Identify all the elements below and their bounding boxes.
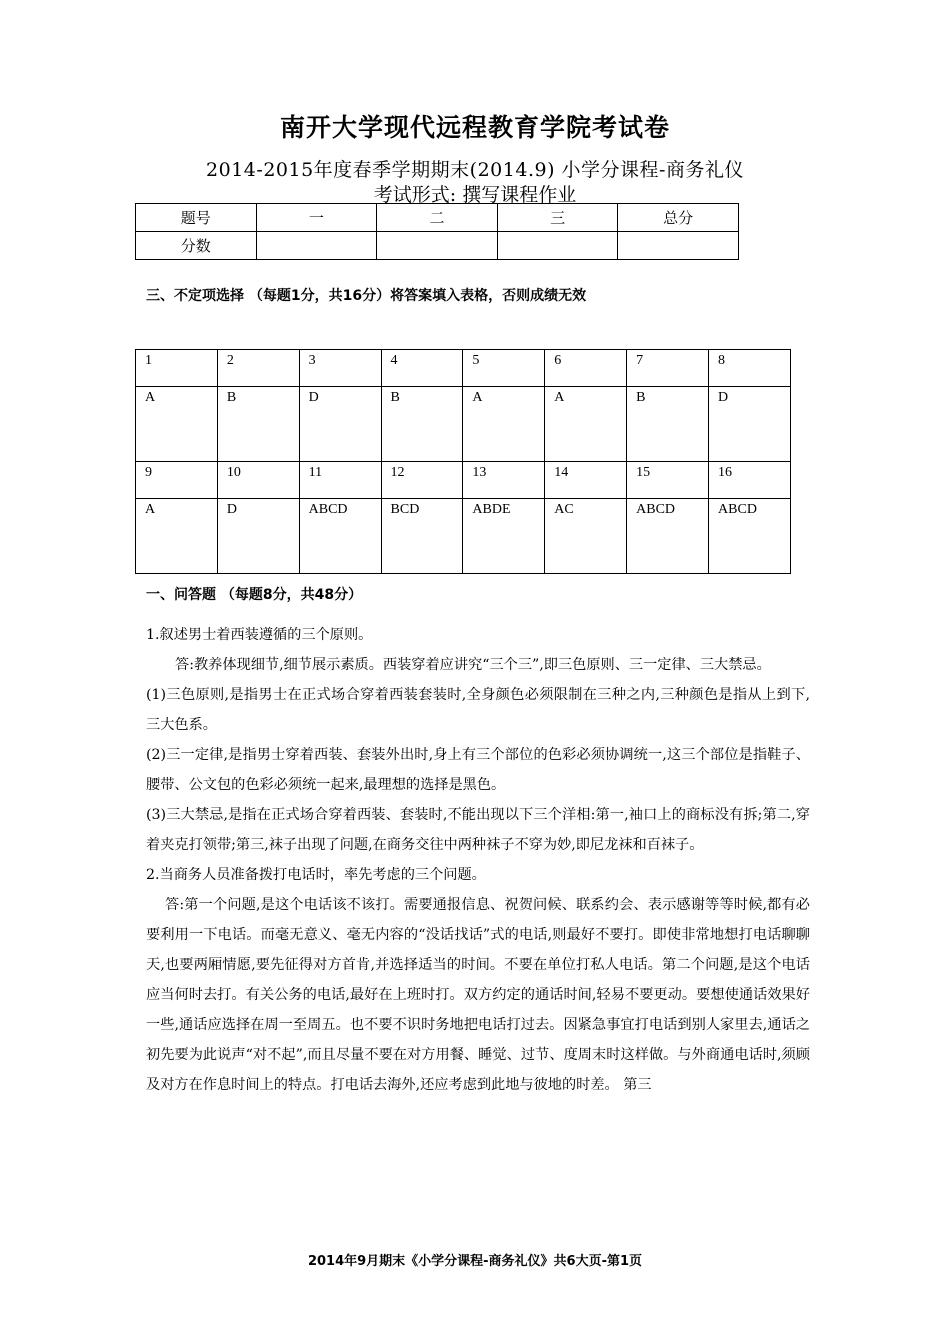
- answer-cell: D: [709, 387, 791, 462]
- score-header-cell: 二: [377, 204, 498, 232]
- question-number: 9: [136, 462, 218, 499]
- answer-row: [136, 499, 791, 574]
- exam-subtitle: 2014-2015年度春季学期期末(2014.9) 小学分课程-商务礼仪: [206, 159, 744, 181]
- exam-format: 考试形式: 撰写课程作业: [373, 184, 577, 206]
- answer-text: 答:第一个问题,是这个电话该不该打。需要通报信息、祝贺问候、联系约会、表示感谢等等时候,都有必要利用一下电话。而毫无意义、毫无内容的“没话找话”式的电话,则最好不要打。即使非常地想打电话聊聊天,也要两厢情愿,要先征得对方首肯,并选择适当的时间。不要在单位打私人电话。第二个问题,是这个电话应当何时去打。有关公务的电话,最好在上班时打。双方约定的通话时间,轻易不要更动。要想使通话效果好一些,通话应选择在周一至周五。也不要不识时务地把电话打过去。因紧急事宜打电话到别人家里去,通话之初先要为此说声“对不起”,而且尽量不要在对方用餐、睡觉、过节、度周末时这样做。与外商通电话时,须顾及对方在作息时间上的特点。打电话去海外,还应考虑到此地与彼地的时差。 第三: [146, 897, 810, 1093]
- answer-cell: B: [217, 387, 299, 462]
- answer-text: 答:教养体现细节,细节展示素质。西装穿着应讲究“三个三”,即三色原则、三一定律、三大禁忌。: [175, 657, 771, 673]
- score-cell: [618, 232, 739, 260]
- answer-cell: D: [299, 387, 381, 462]
- answer-cell: BCD: [381, 499, 463, 574]
- question-text: 1.叙述男士着西装遵循的三个原则。: [146, 627, 373, 643]
- answer-cell: D: [217, 499, 299, 574]
- answer-cell: A: [545, 387, 627, 462]
- answer-cell: B: [381, 387, 463, 462]
- question-number: 5: [463, 350, 545, 387]
- question-number: 14: [545, 462, 627, 499]
- answer-cell: ABCD: [299, 499, 381, 574]
- exam-title: 南开大学现代远程教育学院考试卷: [279, 113, 670, 142]
- answer-cell: AC: [545, 499, 627, 574]
- score-row-label: 分数: [136, 232, 257, 260]
- answer-text: (2)三一定律,是指男士穿着西装、套装外出时,身上有三个部位的色彩必须协调统一,这三个部位是指鞋子、腰带、公文包的色彩必须统一起来,最理想的选择是黑色。: [146, 747, 810, 793]
- question-text: 2.当商务人员准备拨打电话时，率先考虑的三个问题。: [146, 867, 486, 883]
- answer-cell: B: [627, 387, 709, 462]
- answer-cell: A: [136, 499, 218, 574]
- answer-number-row: [136, 462, 791, 499]
- score-header-cell: 三: [497, 204, 618, 232]
- answer-cell: ABDE: [463, 499, 545, 574]
- score-table-score-row: [136, 232, 739, 260]
- score-cell: [256, 232, 377, 260]
- question-number: 6: [545, 350, 627, 387]
- page-footer: 2014年9月期末《小学分课程-商务礼仪》共6大页-第1页: [307, 1254, 643, 1269]
- answer-cell: ABCD: [709, 499, 791, 574]
- question-number: 11: [299, 462, 381, 499]
- question-number: 8: [709, 350, 791, 387]
- answer-cell: ABCD: [627, 499, 709, 574]
- question-number: 10: [217, 462, 299, 499]
- question-number: 4: [381, 350, 463, 387]
- score-table: [135, 203, 739, 260]
- score-cell: [377, 232, 498, 260]
- answer-row: [136, 387, 791, 462]
- section3-heading: 三、不定项选择 （每题1分，共16分）将答案填入表格，否则成绩无效: [146, 288, 587, 304]
- answer-table: [135, 349, 791, 574]
- question-number: 15: [627, 462, 709, 499]
- qa-body: [146, 620, 810, 1100]
- answer-text: (1)三色原则,是指男士在正式场合穿着西装套装时,全身颜色必须限制在三种之内,三种颜色是指从上到下, 三大色系。: [146, 687, 810, 733]
- score-table-header-row: [136, 204, 739, 232]
- question-number: 3: [299, 350, 381, 387]
- section1-heading: 一、问答题 （每题8分，共48分）: [146, 587, 363, 603]
- answer-number-row: [136, 350, 791, 387]
- question-number: 2: [217, 350, 299, 387]
- answer-text: (3)三大禁忌,是指在正式场合穿着西装、套装时,不能出现以下三个洋相:第一,袖口上的商标没有拆;第二,穿着夹克打领带;第三,袜子出现了问题,在商务交往中两种袜子不穿为妙,即尼龙袜和百袜子。: [146, 807, 810, 853]
- score-header-cell: 题号: [136, 204, 257, 232]
- score-header-cell: 总分: [618, 204, 739, 232]
- question-number: 16: [709, 462, 791, 499]
- question-number: 12: [381, 462, 463, 499]
- answer-cell: A: [463, 387, 545, 462]
- question-number: 7: [627, 350, 709, 387]
- question-number: 13: [463, 462, 545, 499]
- score-cell: [497, 232, 618, 260]
- score-header-cell: 一: [256, 204, 377, 232]
- answer-cell: A: [136, 387, 218, 462]
- question-number: 1: [136, 350, 218, 387]
